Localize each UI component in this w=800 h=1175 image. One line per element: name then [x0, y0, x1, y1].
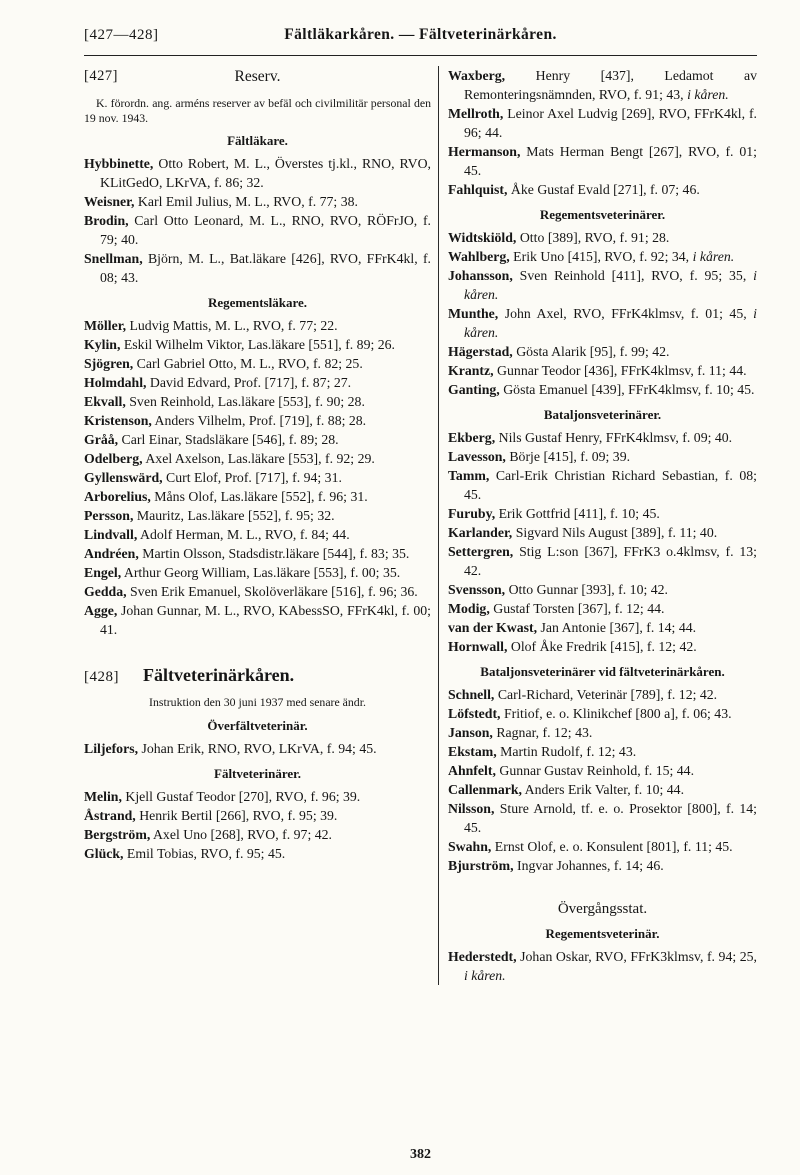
section-title-row: [84, 68, 431, 89]
entry-surname: Kristenson,: [84, 413, 152, 428]
chapter-heading-row: [84, 665, 431, 686]
two-column-body: [84, 66, 757, 985]
header-rule: [84, 55, 757, 56]
register-entry: Wahlberg, Erik Uno [415], RVO, f. 92; 34, i kåren.: [448, 249, 735, 264]
register-entry: Johansson, Sven Reinhold [411], RVO, f. 95; 35, i kåren.: [448, 268, 757, 302]
page-header: [84, 26, 757, 50]
register-entry: Ekstam, Martin Rudolf, f. 12; 43.: [448, 744, 637, 759]
section-paragraph-number: [427]: [84, 68, 118, 84]
register-entry: van der Kwast, Jan Antonie [367], f. 14; 44.: [448, 620, 697, 635]
entry-surname: Åstrand,: [84, 807, 136, 823]
entry-surname: Sjögren,: [84, 356, 134, 371]
entry-surname: Tamm,: [448, 468, 490, 483]
entry-surname: Kylin,: [84, 337, 121, 352]
entry-surname: Bjurström,: [448, 858, 514, 873]
entry-surname: Swahn,: [448, 839, 492, 854]
rank-section-heading: Regementsläkare.: [207, 295, 308, 310]
entry-surname: Liljefors,: [84, 740, 139, 756]
register-entry: Snellman, Björn, M. L., Bat.läkare [426], RVO, FFrK4kl, f. 08; 43.: [84, 251, 431, 285]
entry-surname: Wahlberg,: [448, 249, 510, 264]
register-entry: Bjurström, Ingvar Johannes, f. 14; 46.: [448, 858, 664, 873]
entry-surname: Janson,: [448, 725, 493, 740]
entry-surname: Lindvall,: [84, 527, 138, 542]
entry-surname: van der Kwast,: [448, 620, 538, 635]
register-entry: Liljefors, Johan Erik, RNO, RVO, LKrVA, f. 94; 45.: [84, 740, 377, 756]
entry-surname: Johansson,: [448, 268, 513, 283]
entry-corps-note: i kåren.: [464, 268, 757, 302]
rank-section-heading: Överfältveterinär.: [207, 717, 308, 733]
register-entry: Arborelius, Måns Olof, Las.läkare [552], f. 96; 31.: [84, 489, 368, 504]
register-entry: Mellroth, Leinor Axel Ludvig [269], RVO, FFrK4kl, f. 96; 44.: [448, 106, 757, 140]
register-entry: Waxberg, Henry [437], Ledamot av Remonteringsnämnden, RVO, f. 91; 43, i kåren.: [448, 68, 757, 102]
register-entry: Swahn, Ernst Olof, e. o. Konsulent [801], f. 11; 45.: [448, 839, 733, 854]
entry-surname: Nilsson,: [448, 801, 495, 816]
entry-surname: Callenmark,: [448, 782, 522, 797]
chapter-paragraph-number: [428]: [84, 669, 119, 685]
entry-surname: Widtskiöld,: [448, 230, 517, 245]
register-entry: Settergren, Stig L:son [367], FFrK3 o.4klmsv, f. 13; 42.: [448, 544, 757, 578]
entry-surname: Hornwall,: [448, 639, 508, 654]
entry-surname: Holmdahl,: [84, 375, 147, 390]
register-entry: Persson, Mauritz, Las.läkare [552], f. 95; 32.: [84, 508, 335, 523]
regulation-note: K. förordn. ang. arméns reserver av befäl och civilmilitär personal den 19 nov. 1943.: [84, 96, 431, 125]
register-entry: Möller, Ludvig Mattis, M. L., RVO, f. 77; 22.: [84, 318, 338, 333]
register-entry: Melin, Kjell Gustaf Teodor [270], RVO, f. 96; 39.: [84, 788, 361, 804]
entry-surname: Glück,: [84, 845, 124, 861]
register-entry: Åstrand, Henrik Bertil [266], RVO, f. 95; 39.: [84, 807, 338, 823]
entry-surname: Engel,: [84, 565, 122, 580]
register-entry: Engel, Arthur Georg William, Las.läkare [553], f. 00; 35.: [84, 565, 401, 580]
register-entry: Lindvall, Adolf Herman, M. L., RVO, f. 84; 44.: [84, 527, 350, 542]
entry-surname: Hägerstad,: [448, 344, 513, 359]
register-entry: Widtskiöld, Otto [389], RVO, f. 91; 28.: [448, 230, 670, 245]
register-entry: Hederstedt, Johan Oskar, RVO, FFrK3klmsv, f. 94; 25, i kåren.: [448, 949, 757, 983]
right-column: [448, 66, 757, 985]
entry-surname: Ekberg,: [448, 430, 496, 445]
register-entry: Kristenson, Anders Vilhelm, Prof. [719], f. 88; 28.: [84, 413, 367, 428]
register-entry: Odelberg, Axel Axelson, Las.läkare [553], f. 92; 29.: [84, 451, 375, 466]
entry-surname: Munthe,: [448, 306, 499, 321]
entry-corps-note: i kåren.: [464, 968, 506, 983]
register-entry: Munthe, John Axel, RVO, FFrK4klmsv, f. 01; 45, i kåren.: [448, 306, 757, 340]
entry-surname: Mellroth,: [448, 106, 504, 121]
register-entry: Hermanson, Mats Herman Bengt [267], RVO, f. 01; 45.: [448, 144, 757, 178]
entry-surname: Bergström,: [84, 826, 151, 842]
entry-surname: Modig,: [448, 601, 490, 616]
register-entry: Gyllenswärd, Curt Elof, Prof. [717], f. 94; 31.: [84, 470, 342, 485]
rank-section-heading: Fältläkare.: [227, 133, 288, 148]
register-entry: Brodin, Carl Otto Leonard, M. L., RNO, RVO, RÖFrJO, f. 79; 40.: [84, 213, 431, 247]
entry-surname: Weisner,: [84, 194, 135, 209]
entry-surname: Arborelius,: [84, 489, 151, 504]
entry-surname: Karlander,: [448, 525, 513, 540]
entry-surname: Krantz,: [448, 363, 494, 378]
register-entry: Lavesson, Börje [415], f. 09; 39.: [448, 449, 631, 464]
entry-surname: Hederstedt,: [448, 949, 517, 964]
register-entry: Ekberg, Nils Gustaf Henry, FFrK4klmsv, f. 09; 40.: [448, 430, 733, 445]
entry-surname: Ekvall,: [84, 394, 126, 409]
entry-surname: Furuby,: [448, 506, 496, 521]
entry-surname: Brodin,: [84, 213, 129, 228]
register-entry: Svensson, Otto Gunnar [393], f. 10; 42.: [448, 582, 668, 597]
entry-corps-note: i kåren.: [464, 306, 757, 340]
section-name: Reserv.: [234, 68, 281, 85]
register-entry: Karlander, Sigvard Nils August [389], f. 11; 40.: [448, 525, 718, 540]
register-entry: Nilsson, Sture Arnold, tf. e. o. Prosektor [800], f. 14; 45.: [448, 801, 757, 835]
page-number: 382: [410, 1147, 431, 1162]
page-range: [427—428]: [84, 27, 159, 43]
entry-surname: Ahnfelt,: [448, 763, 496, 778]
entry-surname: Andréen,: [84, 546, 139, 561]
register-entry: Modig, Gustaf Torsten [367], f. 12; 44.: [448, 601, 665, 616]
entry-surname: Hybbinette,: [84, 156, 154, 171]
register-entry: Schnell, Carl-Richard, Veterinär [789], f. 12; 42.: [448, 687, 718, 702]
entry-surname: Odelberg,: [84, 451, 143, 466]
rank-section-heading: Bataljonsveterinärer vid fältveterinärkåren.: [480, 664, 725, 679]
entry-surname: Settergren,: [448, 544, 514, 559]
entry-surname: Waxberg,: [448, 68, 506, 83]
register-entry: Bergström, Axel Uno [268], RVO, f. 97; 42.: [84, 826, 332, 842]
entry-surname: Ganting,: [448, 382, 500, 397]
entry-surname: Melin,: [84, 788, 122, 804]
entry-surname: Möller,: [84, 318, 127, 333]
entry-surname: Gråå,: [84, 432, 119, 447]
page-title: Fältläkarkåren. — Fältveterinärkåren.: [284, 26, 557, 43]
transition-state-heading: Övergångsstat.: [557, 901, 648, 917]
rank-section-heading: Regementsveterinärer.: [539, 207, 666, 222]
register-entry: Fahlquist, Åke Gustaf Evald [271], f. 07; 46.: [448, 182, 700, 197]
entry-corps-note: i kåren.: [692, 249, 735, 264]
entry-corps-note: i kåren.: [687, 87, 729, 102]
chapter-title: Fältveterinärkåren.: [143, 665, 295, 685]
entry-surname: Snellman,: [84, 251, 143, 266]
entry-surname: Fahlquist,: [448, 182, 508, 197]
register-entry: Furuby, Erik Gottfrid [411], f. 10; 45.: [448, 506, 660, 521]
register-entry: Gedda, Sven Erik Emanuel, Skolöverläkare [516], f. 96; 36.: [84, 584, 418, 599]
register-entry: Janson, Ragnar, f. 12; 43.: [448, 725, 593, 740]
register-entry: Weisner, Karl Emil Julius, M. L., RVO, f. 77; 38.: [84, 194, 358, 209]
register-entry: Ekvall, Sven Reinhold, Las.läkare [553], f. 90; 28.: [84, 394, 365, 409]
entry-surname: Hermanson,: [448, 144, 521, 159]
register-entry: Tamm, Carl-Erik Christian Richard Sebastian, f. 08; 45.: [448, 468, 757, 502]
entry-surname: Löfstedt,: [448, 706, 501, 721]
register-entry: Ganting, Gösta Emanuel [439], FFrK4klmsv, f. 10; 45.: [448, 382, 755, 397]
register-entry: Hägerstad, Gösta Alarik [95], f. 99; 42.: [448, 344, 670, 359]
register-entry: Hybbinette, Otto Robert, M. L., Överstes tj.kl., RNO, RVO, KLitGedO, LKrVA, f. 86; 32.: [84, 156, 431, 190]
register-entry: Glück, Emil Tobias, RVO, f. 95; 45.: [84, 845, 286, 861]
entry-surname: Persson,: [84, 508, 134, 523]
regulation-note: Instruktion den 30 juni 1937 med senare ändr.: [149, 695, 366, 709]
register-entry: Krantz, Gunnar Teodor [436], FFrK4klmsv, f. 11; 44.: [448, 363, 747, 378]
column-divider: [438, 66, 439, 985]
rank-section-heading: Fältveterinärer.: [214, 765, 301, 781]
entry-surname: Gedda,: [84, 584, 127, 599]
entry-surname: Lavesson,: [448, 449, 506, 464]
entry-surname: Gyllenswärd,: [84, 470, 163, 485]
entry-surname: Schnell,: [448, 687, 495, 702]
register-entry: Holmdahl, David Edvard, Prof. [717], f. 87; 27.: [84, 375, 352, 390]
register-entry: Hornwall, Olof Åke Fredrik [415], f. 12; 42.: [448, 639, 697, 654]
register-entry: Agge, Johan Gunnar, M. L., RVO, KAbessSO, FFrK4kl, f. 00; 41.: [84, 603, 431, 637]
entry-surname: Svensson,: [448, 582, 506, 597]
rank-section-heading: Regementsveterinär.: [545, 926, 660, 941]
register-entry: Gråå, Carl Einar, Stadsläkare [546], f. 89; 28.: [84, 432, 339, 447]
register-entry: Löfstedt, Fritiof, e. o. Klinikchef [800 a], f. 06; 43.: [448, 706, 732, 721]
entry-surname: Ekstam,: [448, 744, 497, 759]
rank-section-heading: Bataljonsveterinärer.: [543, 407, 662, 422]
register-entry: Sjögren, Carl Gabriel Otto, M. L., RVO, f. 82; 25.: [84, 356, 363, 371]
register-entry: Ahnfelt, Gunnar Gustav Reinhold, f. 15; 44.: [448, 763, 695, 778]
register-entry: Andréen, Martin Olsson, Stadsdistr.läkare [544], f. 83; 35.: [84, 546, 410, 561]
entry-surname: Agge,: [84, 603, 118, 618]
register-entry: Kylin, Eskil Wilhelm Viktor, Las.läkare [551], f. 89; 26.: [84, 337, 396, 352]
register-entry: Callenmark, Anders Erik Valter, f. 10; 44.: [448, 782, 685, 797]
left-column: [84, 66, 431, 985]
